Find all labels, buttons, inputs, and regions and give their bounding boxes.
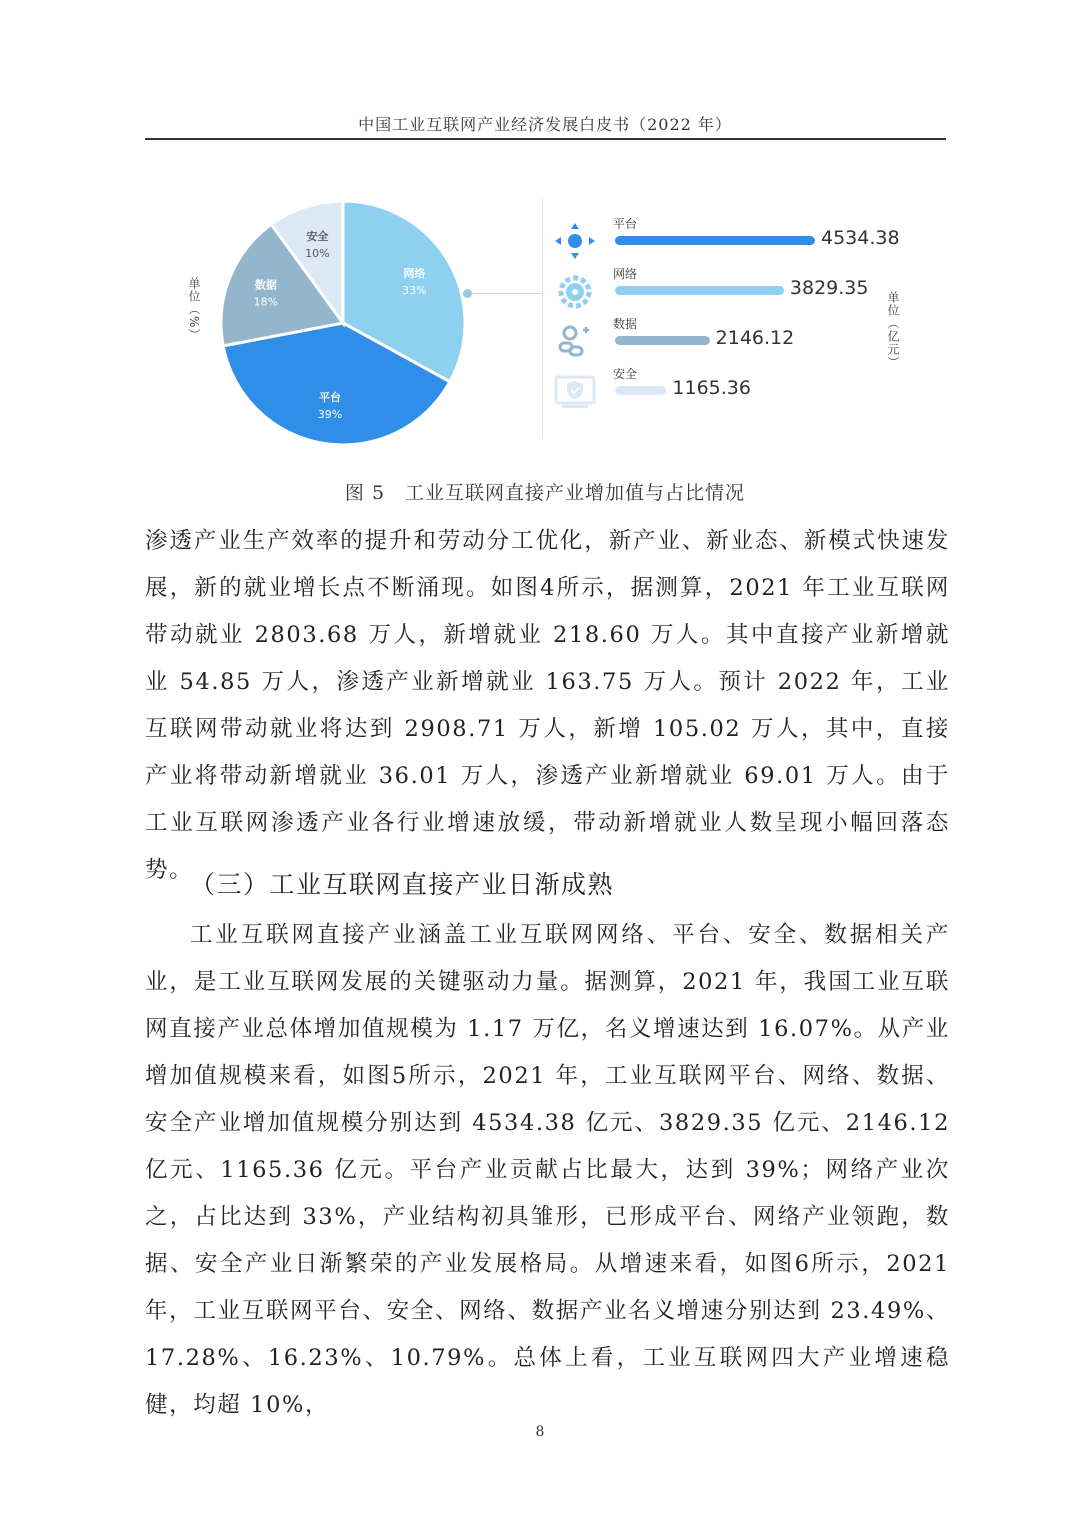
bar-value-label: 4534.38 (821, 227, 900, 249)
bar-label: 平台 (613, 217, 638, 231)
pie-percent-label: 18% (253, 295, 279, 309)
bar-value-label: 2146.12 (715, 327, 795, 349)
page-number: 8 (535, 1424, 545, 1440)
pie-chart (150, 185, 470, 455)
bar (615, 336, 710, 345)
paragraph-text: 渗透产业生产效率的提升和劳动分工优化，新产业、新业态、新模式快速发展，新的就业增长点不断涌现。如图4所示，据测算，2021 年工业互联网带动就业 2803.68 万人，新增就业 218.60 万人。其中直接产业新增就业 54.85 万人，渗透产业新增就业 163.75 万人。预计 2022 年，工业互联网带动就业将达到 2908.71 万人，新增 105.02 万人，其中，直接产业将带动新增就业 36.01 万人，渗透产业新增就业 69.01 万人。由于工业互联网渗透产业各行业增速放缓，带动新增就业人数呈现小幅回落态势。 (145, 528, 950, 883)
bar-unit-label: 单位（亿元） (886, 291, 900, 369)
body-paragraph-2 (145, 912, 950, 1429)
pie-category-label: 平台 (319, 390, 342, 404)
running-header: 中国工业互联网产业经济发展白皮书（2022 年） (358, 115, 732, 134)
header-rule (145, 138, 946, 140)
body-paragraph-1 (145, 518, 950, 894)
divider-line (542, 197, 543, 437)
figure-caption: 图 5 工业互联网直接产业增加值与占比情况 (344, 482, 746, 504)
paragraph-text: 工业互联网直接产业涵盖工业互联网网络、平台、安全、数据相关产业，是工业互联网发展的关键驱动力量。据测算，2021 年，我国工业互联网直接产业总体增加值规模为 1.17 万亿，名义增速达到 16.07%。从产业增加值规模来看，如图5所示，2021 年，工业互联网平台、网络、数据、安全产业增加值规模分别达到 4534.38 亿元、3829.35 亿元、2146.12 亿元、1165.36 亿元。平台产业贡献占比最大，达到 39%；网络产业次之，占比达到 33%，产业结构初具雏形，已形成平台、网络产业领跑，数据、安全产业日渐繁荣的产业发展格局。从增速来看，如图6所示，2021 年，工业互联网平台、安全、网络、数据产业名义增速分别达到 23.49%、17.28%、16.23%、10.79%。总体上看，工业互联网四大产业增速稳健，均超 10%， (145, 922, 950, 1418)
pie-category-label: 安全 (306, 230, 329, 244)
bar-label: 安全 (613, 367, 638, 381)
pie-percent-label: 10% (305, 247, 330, 261)
pie-unit-label: 单位（%） (187, 277, 201, 342)
bar-row-network (550, 265, 910, 315)
bar-row-data (550, 315, 910, 365)
pie-percent-label: 33% (402, 283, 427, 297)
bar (615, 286, 784, 295)
connector-dot (463, 289, 472, 298)
bar-label: 网络 (613, 267, 638, 281)
bar-label: 数据 (613, 317, 638, 331)
pie-category-label: 数据 (254, 278, 277, 292)
bar-row-security (550, 365, 910, 415)
section-heading: （三）工业互联网直接产业日渐成熟 (190, 870, 615, 899)
pie-category-label: 网络 (403, 266, 426, 280)
security-shield-icon (550, 371, 600, 411)
platform-icon (550, 221, 600, 261)
figure-5 (150, 185, 940, 455)
bar-row-platform (550, 215, 910, 265)
bar-value-label: 1165.36 (672, 377, 751, 399)
network-gear-icon (550, 271, 600, 311)
bar (615, 386, 666, 395)
pie-percent-label: 39% (317, 407, 343, 421)
bar-chart (550, 215, 910, 425)
bar-value-label: 3829.35 (789, 277, 869, 299)
connector-line (472, 293, 542, 294)
data-link-icon (550, 321, 600, 361)
bar (615, 236, 815, 245)
